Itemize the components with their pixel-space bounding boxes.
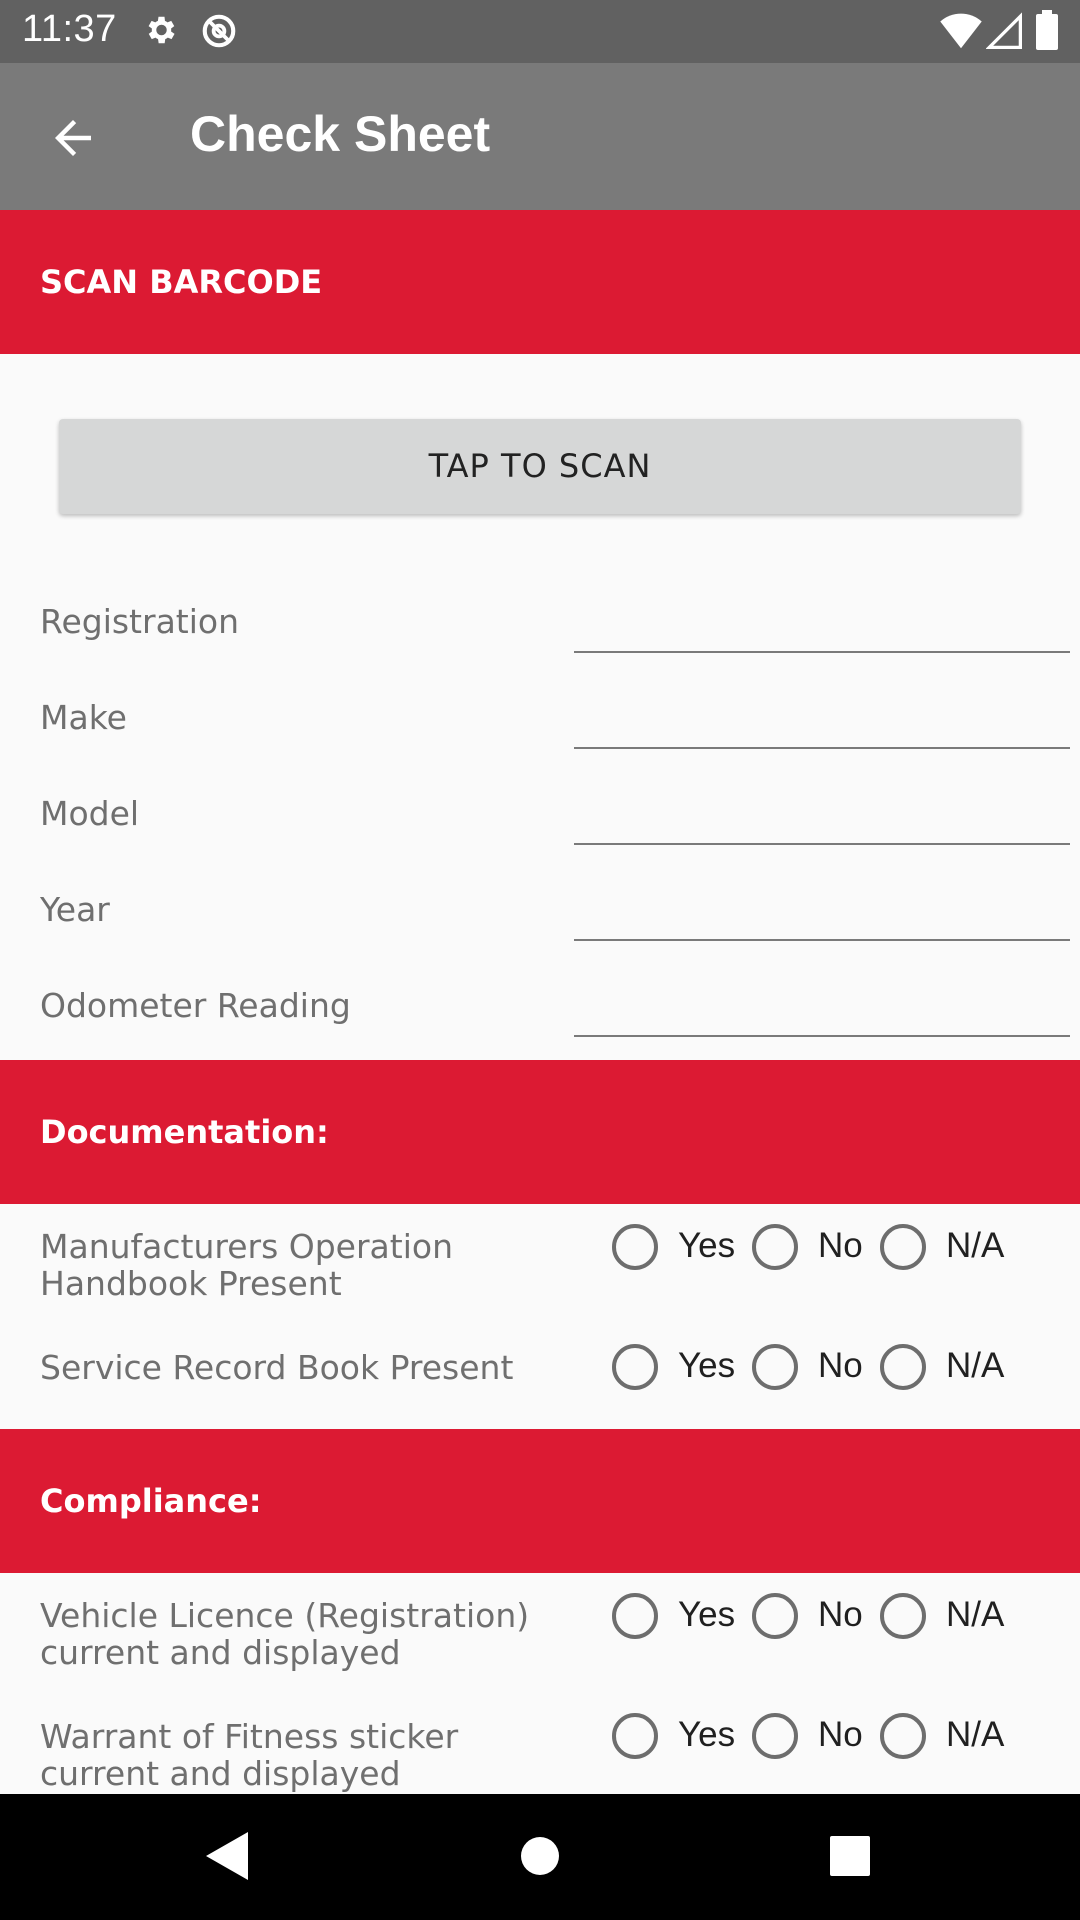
page-title: Check Sheet xyxy=(190,106,491,162)
na-radio-label: N/A xyxy=(946,1715,1005,1754)
documentation-header xyxy=(0,1060,1080,1204)
year-label: Year xyxy=(40,890,110,929)
yes-radio-label: Yes xyxy=(678,1346,736,1385)
question-label: Vehicle Licence (Registration) current and displayed xyxy=(40,1596,530,1672)
no-radio-label: No xyxy=(818,1226,863,1265)
recents-nav-icon[interactable] xyxy=(830,1836,870,1876)
no-radio-label: No xyxy=(818,1595,863,1634)
documentation-header-label: Documentation: xyxy=(40,1113,329,1151)
question-label: Manufacturers Operation Handbook Present xyxy=(40,1227,453,1303)
signal-icon xyxy=(986,12,1022,54)
back-arrow-icon[interactable] xyxy=(46,111,100,165)
wifi-icon xyxy=(940,12,982,54)
yes-radio[interactable] xyxy=(612,1224,658,1270)
tap-to-scan-button[interactable]: TAP TO SCAN xyxy=(59,419,1021,514)
na-radio[interactable] xyxy=(880,1713,926,1759)
question-label: Service Record Book Present xyxy=(40,1348,514,1387)
settings-icon xyxy=(142,12,178,52)
home-nav-icon[interactable] xyxy=(521,1837,559,1875)
app-bar xyxy=(0,63,1080,210)
registration-label: Registration xyxy=(40,602,239,641)
no-radio[interactable] xyxy=(752,1224,798,1270)
status-bar xyxy=(0,0,1080,63)
yes-radio[interactable] xyxy=(612,1593,658,1639)
na-radio-label: N/A xyxy=(946,1346,1005,1385)
odometer-reading-field[interactable] xyxy=(574,1035,1070,1037)
yes-radio-label: Yes xyxy=(678,1595,736,1634)
model-label: Model xyxy=(40,794,140,833)
na-radio-label: N/A xyxy=(946,1226,1005,1265)
compliance-header-label: Compliance: xyxy=(40,1482,262,1520)
no-radio-label: No xyxy=(818,1715,863,1754)
status-time: 11:37 xyxy=(22,8,117,50)
yes-radio[interactable] xyxy=(612,1344,658,1390)
na-radio-label: N/A xyxy=(946,1595,1005,1634)
do-not-disturb-icon xyxy=(200,12,238,54)
compliance-header xyxy=(0,1429,1080,1573)
no-radio-label: No xyxy=(818,1346,863,1385)
na-radio[interactable] xyxy=(880,1344,926,1390)
question-label: Warrant of Fitness sticker current and displayed xyxy=(40,1717,459,1793)
scan-barcode-header-label: SCAN BARCODE xyxy=(40,263,323,301)
no-radio[interactable] xyxy=(752,1344,798,1390)
scan-barcode-header xyxy=(0,210,1080,354)
model-field[interactable] xyxy=(574,843,1070,845)
yes-radio-label: Yes xyxy=(678,1715,736,1754)
make-label: Make xyxy=(40,698,127,737)
no-radio[interactable] xyxy=(752,1713,798,1759)
make-field[interactable] xyxy=(574,747,1070,749)
yes-radio-label: Yes xyxy=(678,1226,736,1265)
odometer-reading-label: Odometer Reading xyxy=(40,986,351,1025)
year-field[interactable] xyxy=(574,939,1070,941)
back-nav-icon[interactable] xyxy=(204,1830,250,1882)
yes-radio[interactable] xyxy=(612,1713,658,1759)
na-radio[interactable] xyxy=(880,1224,926,1270)
no-radio[interactable] xyxy=(752,1593,798,1639)
navigation-bar xyxy=(0,1794,1080,1920)
na-radio[interactable] xyxy=(880,1593,926,1639)
battery-icon xyxy=(1036,10,1058,54)
registration-field[interactable] xyxy=(574,651,1070,653)
